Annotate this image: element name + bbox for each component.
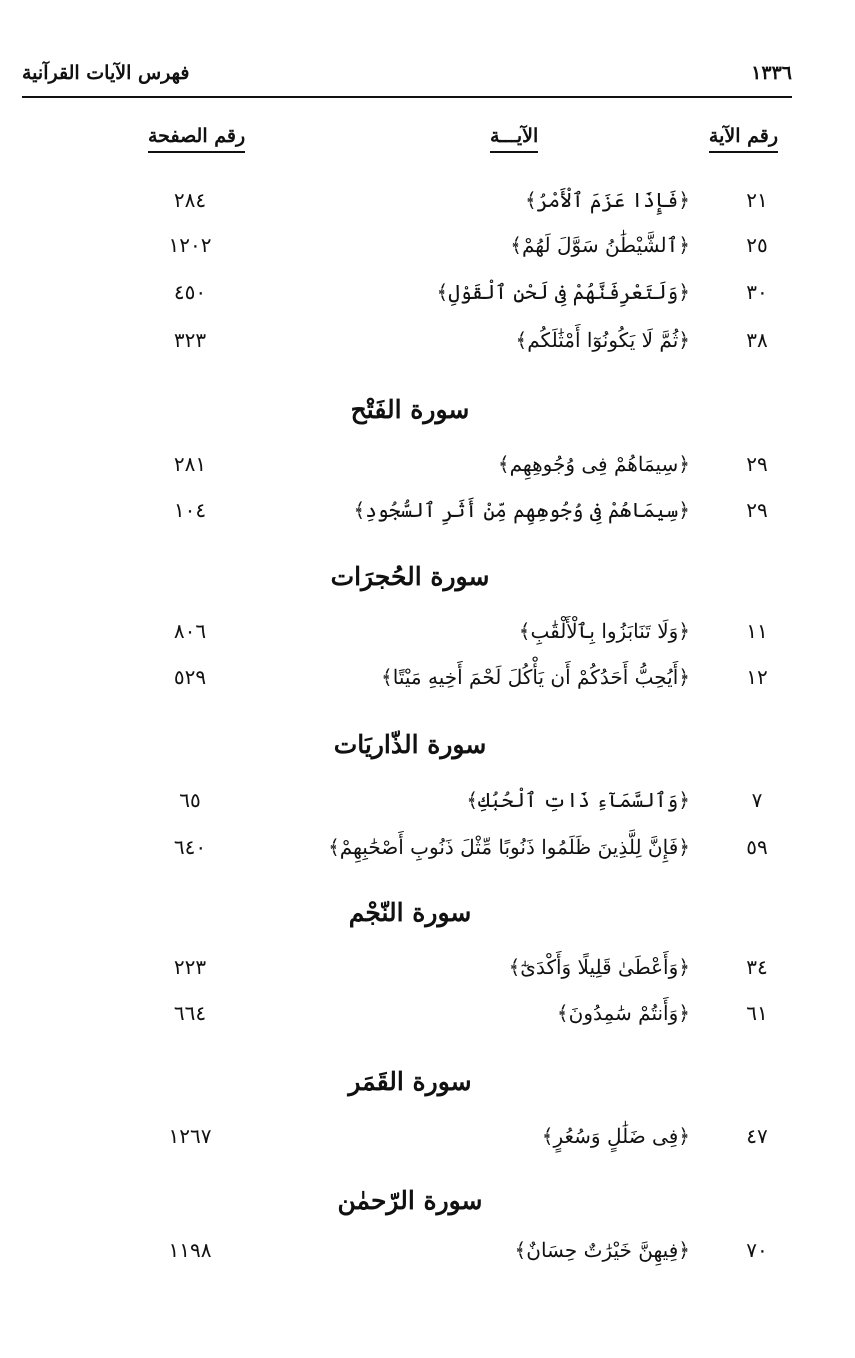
verse-text: ﴿سِيمَاهُمْ فِى وُجُوهِهِم مِّنْ أَثَرِ ٱلسُّجُودِ﴾ [353,498,690,522]
page-ref: ٦٤٠ [173,835,207,859]
page-ref: ٤٥٠ [173,280,207,304]
verse-text: ﴿وَٱلسَّمَآءِ ذَاتِ ٱلْحُبُكِ﴾ [466,788,690,812]
verse-number: ٣٠ [746,280,768,304]
verse-text: ﴿فَإِذَا عَزَمَ ٱلْأَمْرُ﴾ [524,188,690,212]
index-row [0,280,855,320]
column-header-verse-number: رقم الآية [709,125,778,153]
verse-number: ١١ [746,619,768,643]
index-row [0,452,855,492]
page-ref: ٨٠٦ [173,619,207,643]
index-row [0,1001,855,1041]
verse-number: ٢١ [746,188,768,212]
verse-text: ﴿فِيهِنَّ خَيْرَٰتٌ حِسَانٌ﴾ [514,1238,690,1262]
index-row [0,233,855,273]
surah-heading: سورة الرّحمٰن [337,1186,483,1215]
verse-number: ٧٠ [746,1238,768,1262]
page-ref: ٢٨٤ [173,188,207,212]
surah-heading: سورة الفَتْح [350,395,470,424]
page-ref: ٢٨١ [173,452,207,476]
verse-number: ٥٩ [746,835,768,859]
verse-number: ٢٩ [746,452,768,476]
verse-text: ﴿ٱلشَّيْطَٰنُ سَوَّلَ لَهُمْ﴾ [510,233,690,257]
index-row [0,1238,855,1278]
page-ref: ٦٦٤ [173,1001,207,1025]
running-head [22,58,792,94]
page-ref: ١١٩٨ [168,1238,212,1262]
page-ref: ٢٢٣ [173,955,207,979]
index-row [0,665,855,705]
verse-number: ٦١ [746,1001,768,1025]
verse-text: ﴿فَإِنَّ لِلَّذِينَ ظَلَمُوا ذَنُوبًا مِّثْلَ ذَنُوبِ أَصْحَٰبِهِمْ﴾ [328,835,690,859]
verse-text: ﴿سِيمَاهُمْ فِى وُجُوهِهِم﴾ [497,452,690,476]
index-row [0,498,855,538]
verse-number: ٧ [751,788,763,812]
surah-heading: سورة الذّاريَات [333,730,487,759]
verse-text: ﴿وَأَعْطَىٰ قَلِيلًا وَأَكْدَىٰٓ﴾ [508,955,690,979]
header-rule [22,96,792,98]
surah-heading: سورة النّجْم [348,898,472,927]
index-row [0,955,855,995]
verse-text: ﴿وَأَنتُمْ سَٰمِدُونَ﴾ [556,1001,690,1025]
verse-number: ٣٤ [746,955,768,979]
verse-number: ٢٩ [746,498,768,522]
page-ref: ٦٥ [179,788,201,812]
index-row [0,788,855,828]
index-title: فهرس الآيات القرآنية [22,62,190,84]
index-row [0,1124,855,1164]
page-ref: ٥٢٩ [173,665,207,689]
index-row [0,328,855,368]
index-row [0,188,855,228]
surah-heading: سورة القَمَر [348,1067,472,1096]
page-ref: ١٢٠٢ [168,233,212,257]
verse-text: ﴿ثُمَّ لَا يَكُونُوٓا أَمْثَٰلَكُم﴾ [515,328,690,352]
verse-text: ﴿فِى ضَلَٰلٍ وَسُعُرٍ﴾ [541,1124,690,1148]
verse-number: ١٢ [746,665,768,689]
page-ref: ١٠٤ [173,498,207,522]
index-row [0,835,855,875]
page-ref: ١٢٦٧ [168,1124,212,1148]
verse-number: ٤٧ [746,1124,768,1148]
page-ref: ٣٢٣ [173,328,207,352]
surah-heading: سورة الحُجرَات [330,562,490,591]
verse-text: ﴿وَلَتَعْرِفَنَّهُمْ فِى لَحْنِ ٱلْقَوْلِ﴾ [436,280,690,304]
page-number: ١٣٣٦ [751,62,792,84]
column-header-verse: الآيـــة [490,125,538,153]
verse-text: ﴿وَلَا تَنَابَزُوا بِٱلْأَلْقَٰبِ﴾ [518,619,690,643]
column-header-page: رقم الصفحة [148,125,245,153]
verse-number: ٣٨ [746,328,768,352]
verse-text: ﴿أَيُحِبُّ أَحَدُكُمْ أَن يَأْكُلَ لَحْمَ أَخِيهِ مَيْتًا﴾ [381,665,690,689]
verse-number: ٢٥ [746,233,768,257]
index-row [0,619,855,659]
